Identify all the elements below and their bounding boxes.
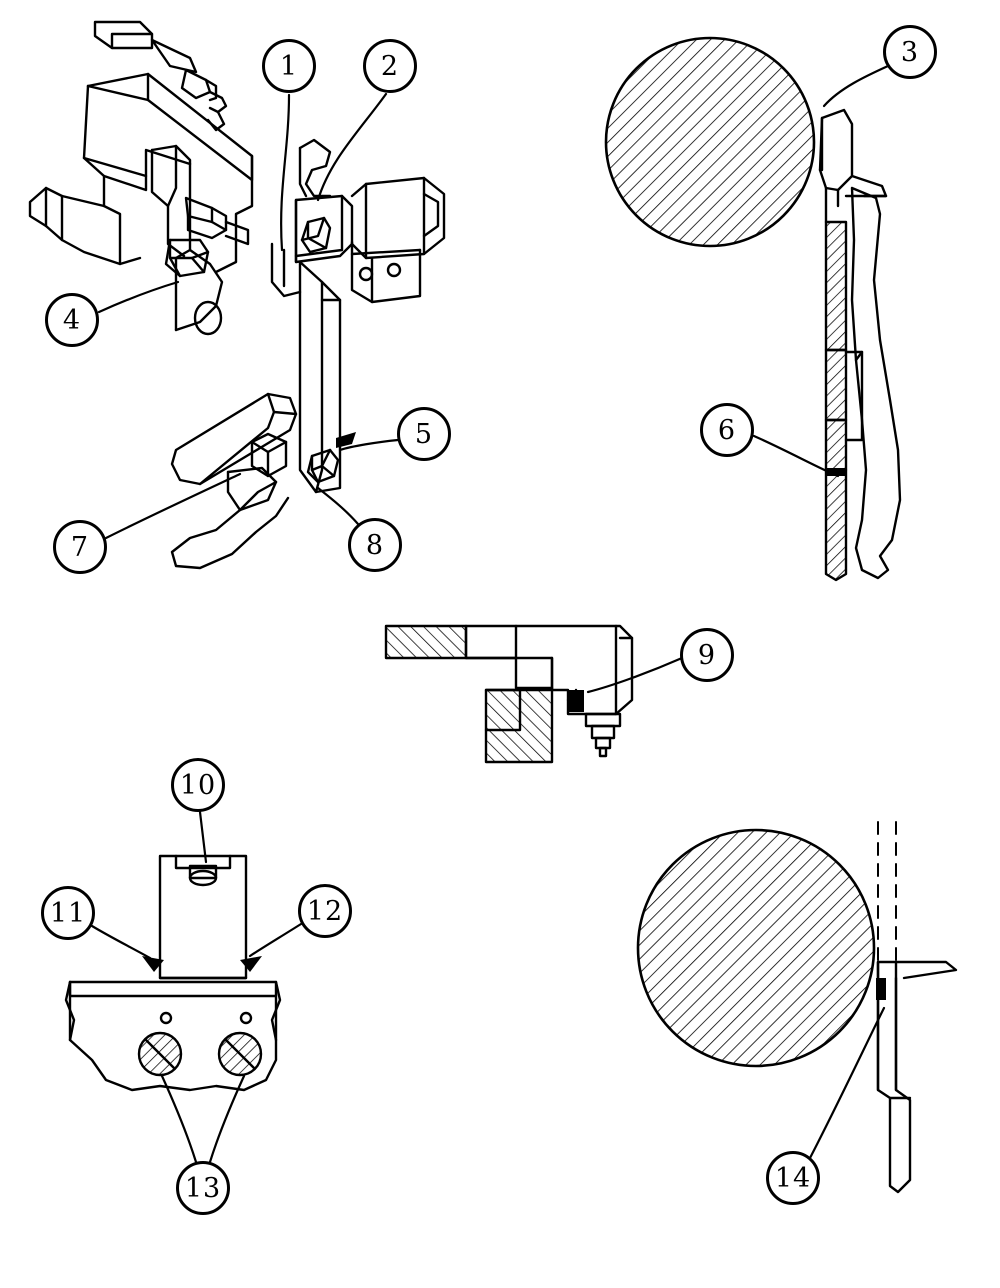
callout-10[interactable] [171,758,225,812]
callout-1[interactable] [262,39,316,93]
callout-label: 4 [62,304,82,336]
upper-left-assembly [30,22,444,568]
callout-2[interactable] [363,39,417,93]
callout-label: 1 [279,50,299,82]
callout-label: 13 [184,1172,222,1204]
callout-label: 8 [365,529,385,561]
callout-8[interactable] [348,518,402,572]
upper-right-section [606,38,900,580]
callout-label: 6 [717,414,737,446]
callout-label: 14 [774,1162,812,1194]
callout-label: 7 [70,531,90,563]
callout-label: 5 [414,418,434,450]
callout-14[interactable] [766,1151,820,1205]
callout-label: 3 [900,36,920,68]
callout-3[interactable] [883,25,937,79]
callout-13[interactable] [176,1161,230,1215]
callout-label: 2 [380,50,400,82]
callout-label: 12 [306,895,344,927]
callout-6[interactable] [700,403,754,457]
callout-5[interactable] [397,407,451,461]
callout-12[interactable] [298,884,352,938]
center-bracket-section [386,626,632,762]
callout-label: 9 [697,639,717,671]
callout-4[interactable] [45,293,99,347]
callout-label: 11 [49,897,87,929]
callout-11[interactable] [41,886,95,940]
callout-label: 10 [179,769,217,801]
callout-9[interactable] [680,628,734,682]
lower-right-section-view [638,822,956,1192]
lower-left-front-view [66,856,280,1090]
callout-7[interactable] [53,520,107,574]
